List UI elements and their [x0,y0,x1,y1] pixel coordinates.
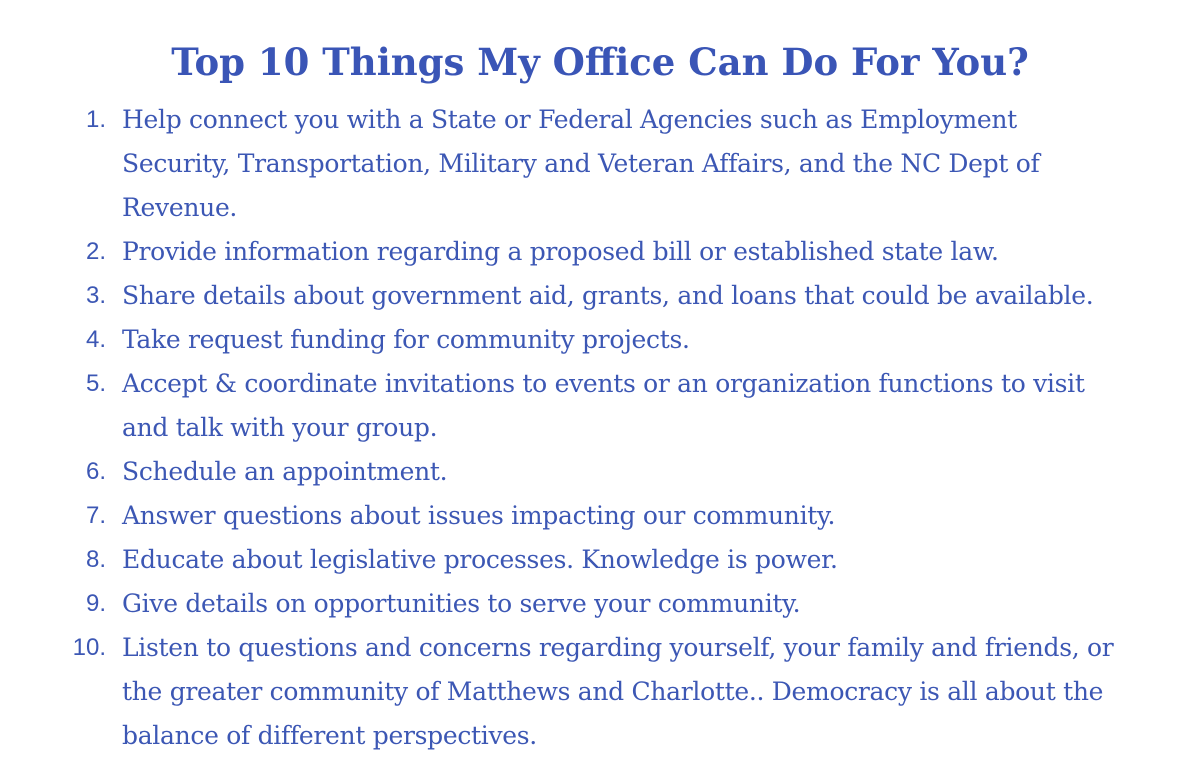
list-item [0,494,1132,538]
list-item-number: 9. [85,590,106,617]
list-item-number: 8. [85,546,106,573]
list-item-text: Share details about government aid, grants, and loans that could be available. [122,281,1094,310]
list-item-text: Listen to questions and concerns regarding yourself, your family and friends, or the greater community of Matthews and Charlotte.. Democracy is all about the balance of different perspectives. [122,633,1114,750]
list-item [0,450,1132,494]
list-item-text: Give details on opportunities to serve your community. [122,589,801,618]
list-item-number: 3. [85,282,106,309]
list-item-text: Accept & coordinate invitations to events or an organization functions to visit and talk with your group. [122,369,1085,442]
list-item-number: 4. [85,326,106,353]
list-item [0,98,1132,230]
list-item-number: 7. [85,502,106,529]
list-item [0,626,1132,758]
list-item [0,274,1132,318]
list-item-number: 1. [85,106,106,133]
list-item [0,538,1132,582]
list-item-number: 2. [85,238,106,265]
list-item [0,230,1132,274]
list-item-number: 5. [85,370,106,397]
list-item [0,582,1132,626]
list-item [0,318,1132,362]
list-item-text: Help connect you with a State or Federal Agencies such as Employment Security, Transportation, Military and Veteran Affairs, and the NC Dept of Revenue. [122,105,1040,222]
list-item-number: 6. [85,458,106,485]
list-item-text: Take request funding for community projects. [122,325,690,354]
list-item-text: Answer questions about issues impacting our community. [122,501,836,530]
list-item [0,362,1132,450]
list-item-text: Schedule an appointment. [122,457,448,486]
page-title: Top 10 Things My Office Can Do For You? [171,39,1029,84]
list-item-number: 10. [72,634,106,661]
services-list [0,98,1200,758]
list-item-text: Provide information regarding a proposed bill or established state law. [122,237,999,266]
list-item-text: Educate about legislative processes. Knowledge is power. [122,545,838,574]
